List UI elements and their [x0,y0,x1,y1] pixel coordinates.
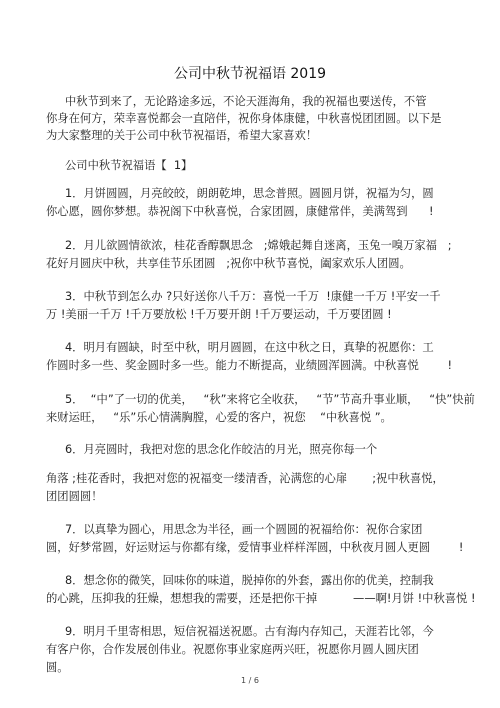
blessing-line: 万 !美丽一千万 !千万要放松 !千万要开朗 !千万要运动，千万要团圆 ! [46,308,392,321]
blessing-line: 9．明月千里寄相思，短信祝福送祝愿。古有海内存知己，天涯若比邻，今 [65,625,434,638]
intro-line: 为大家整理的关于公司中秋节祝福语，希望大家喜欢！ [46,129,318,142]
page-title: 公司中秋节祝福语 2019 [173,66,327,82]
blessing-line: 8．想念你的微笑，回味你的味道，脱掉你的外套，露出你的优美，控制我 [65,574,434,587]
blessing-line: 圆，好梦常圆，好运财运与你都有缘，爱情事业样样浑圆，中秋夜月圆人更圆 ! [46,541,464,554]
blessing-line: 1．月饼圆圆，月亮皎皎，朗朗乾坤，思念普照。圆圆月饼，祝福为匀，圆 [65,187,434,200]
intro-line: 中秋节到来了，无论路途多远，不论天涯海角，我的祝福也要送传，不管 [65,95,427,108]
blessing-line: 团团圆圆！ [46,490,103,503]
blessing-line: 你心愿，圆你梦想。恭祝阁下中秋喜悦，合家团圆，康健常伴，美满驾到 ! [46,205,434,218]
blessing-line: 4．明月有圆缺，时至中秋，明月圆圆，在这中秋之日，真挚的祝愿你：工 [65,341,434,354]
blessing-line: 作圆时多一些、奖金圆时多一些。能力不断提高，业绩圆浑圆满。中秋喜悦 ! [46,359,453,372]
intro-line: 你身在何方，荣幸喜悦都会一直陪伴，祝你身体康健，中秋喜悦团团圆。以下是 [46,112,442,125]
blessing-line: 3．中秋节到怎么办 ?只好送你八千万：喜悦一千万 !康健一千万 !平安一千 [65,290,441,303]
blessing-line: 5． “中”了一切的优美， “秋”来将它全收获， “节”节高升事业顺， “快”快前 [65,393,475,406]
blessing-line: 来财运旺， “乐”乐心情满胸膛，心爱的客户，祝您 “中秋喜悦 ”。 [46,411,392,424]
blessing-line: 花好月圆庆中秋，共享佳节乐团圆 ;祝你中秋节喜悦，阖家欢乐人团圆。 [46,257,411,270]
blessing-line: 7．以真挚为圆心，用思念为半径，画一个圆圆的祝福给你：祝你合家团 [65,523,423,536]
blessing-line: 6．月亮圆时，我把对您的思念化作皎洁的月光，照亮你每一个 [65,443,378,456]
blessing-line: 圆。 [46,661,69,674]
blessing-line: 的心跳，压抑我的狂燥，想想我的需要，还是把你干掉 ——啊!月饼 !中秋喜悦 ! [46,592,476,605]
blessing-line: 2．月儿欲圆情欲浓，桂花香醇飘思念 ;嫦娥起舞自迷离，玉兔一嗅万家福 ; [65,239,452,252]
blessing-line: 角落 ;桂花香时，我把对您的祝福变一缕清香，沁满您的心扉 ;祝中秋喜悦， [46,472,444,485]
page-number: 1 / 6 [241,676,259,685]
section-heading: 公司中秋节祝福语【 1】 [65,159,193,172]
blessing-line: 有客户你，合作发展创伟业。祝愿你事业家庭两兴旺，祝愿你月圆人圆庆团 [46,643,419,656]
